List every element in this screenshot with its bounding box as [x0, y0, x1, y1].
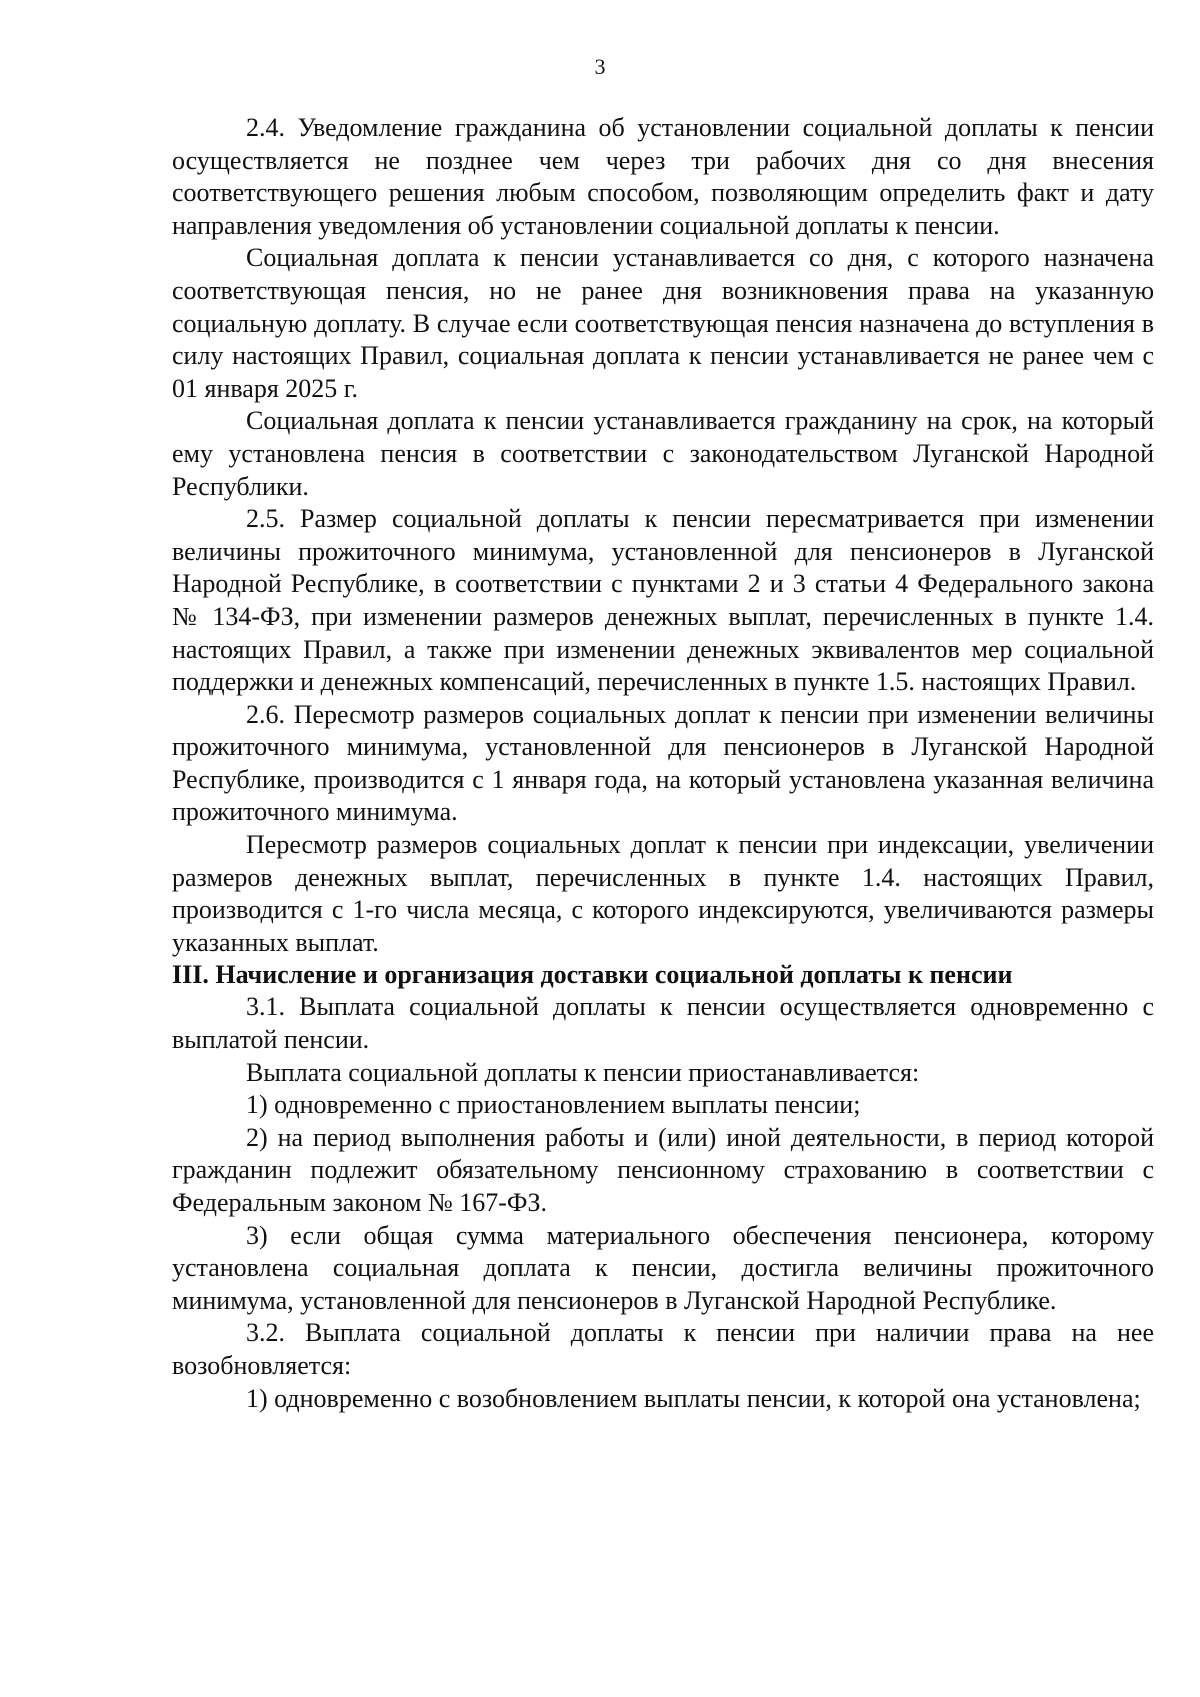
list-item-2: 2) на период выполнения работы и (или) иной деятельности, в период которой гражданин подлежит обязательному пенсионному страхованию в соответствии с Федеральным законом № 167-ФЗ. [172, 1122, 1154, 1217]
paragraph-term: Социальная доплата к пенсии устанавливается гражданину на срок, на который ему установлена пенсия в соответствии с законодательством Луганской Народной Республики. [172, 406, 1154, 501]
paragraph-suspension: Выплата социальной доплаты к пенсии приостанавливается: [246, 1057, 920, 1087]
paragraph-2-4: 2.4. Уведомление гражданина об установлении социальной доплаты к пенсии осуществляется не позднее чем через три рабочих дня со дня внесения соответствующего решения любым способом, позволяющим определить факт и дату направления уведомления об установлении социальной доплаты к пенсии. [172, 113, 1154, 240]
paragraph-start-date: Социальная доплата к пенсии устанавливается со дня, с которого назначена соответствующая пенсия, но не ранее дня возникновения права на указанную социальную доплату. В случае если соответствующая пенсия назначена до вступления в силу настоящих Правил, социальная доплата к пенсии устанавливается не ранее чем с 01 января 2025 г. [172, 243, 1154, 403]
paragraph-2-5: 2.5. Размер социальной доплаты к пенсии пересматривается при изменении величины прожиточного минимума, установленной для пенсионеров в Луганской Народной Республике, в соответствии с пунктами 2 и 3 статьи 4 Федерального закона № 134-ФЗ, при изменении размеров денежных выплат, перечисленных в пункте 1.4. настоящих Правил, а также при изменении денежных эквивалентов мер социальной поддержки и денежных компенсаций, перечисленных в пункте 1.5. настоящих Правил. [172, 504, 1154, 697]
list-item-3: 3) если общая сумма материального обеспечения пенсионера, которому установлена социальная доплата к пенсии, достигла величины прожиточного минимума, установленной для пенсионеров в Луганской Народной Республике. [172, 1220, 1154, 1315]
document-body [172, 112, 1154, 1415]
paragraph-indexation: Пересмотр размеров социальных доплат к пенсии при индексации, увеличении размеров денежных выплат, перечисленных в пункте 1.4. настоящих Правил, производится с 1-го числа месяца, с которого индексируются, увеличиваются размеры указанных выплат. [172, 830, 1154, 957]
page-number: 3 [594, 54, 606, 79]
paragraph-3-2: 3.2. Выплата социальной доплаты к пенсии при наличии права на нее возобновляется: [172, 1318, 1154, 1380]
paragraph-2-6: 2.6. Пересмотр размеров социальных доплат к пенсии при изменении величины прожиточного минимума, установленной для пенсионеров в Луганской Народной Республике, производится с 1 января года, на который установлена указанная величина прожиточного минимума. [172, 699, 1154, 827]
list-item-1: 1) одновременно с приостановлением выплаты пенсии; [246, 1090, 861, 1120]
list-item-resume-1: 1) одновременно с возобновлением выплаты пенсии, к которой она установлена; [246, 1383, 1141, 1413]
section-title: III. Начисление и организация доставки социальной доплаты к пенсии [172, 960, 1013, 990]
paragraph-3-1: 3.1. Выплата социальной доплаты к пенсии осуществляется одновременно с выплатой пенсии. [172, 992, 1154, 1055]
